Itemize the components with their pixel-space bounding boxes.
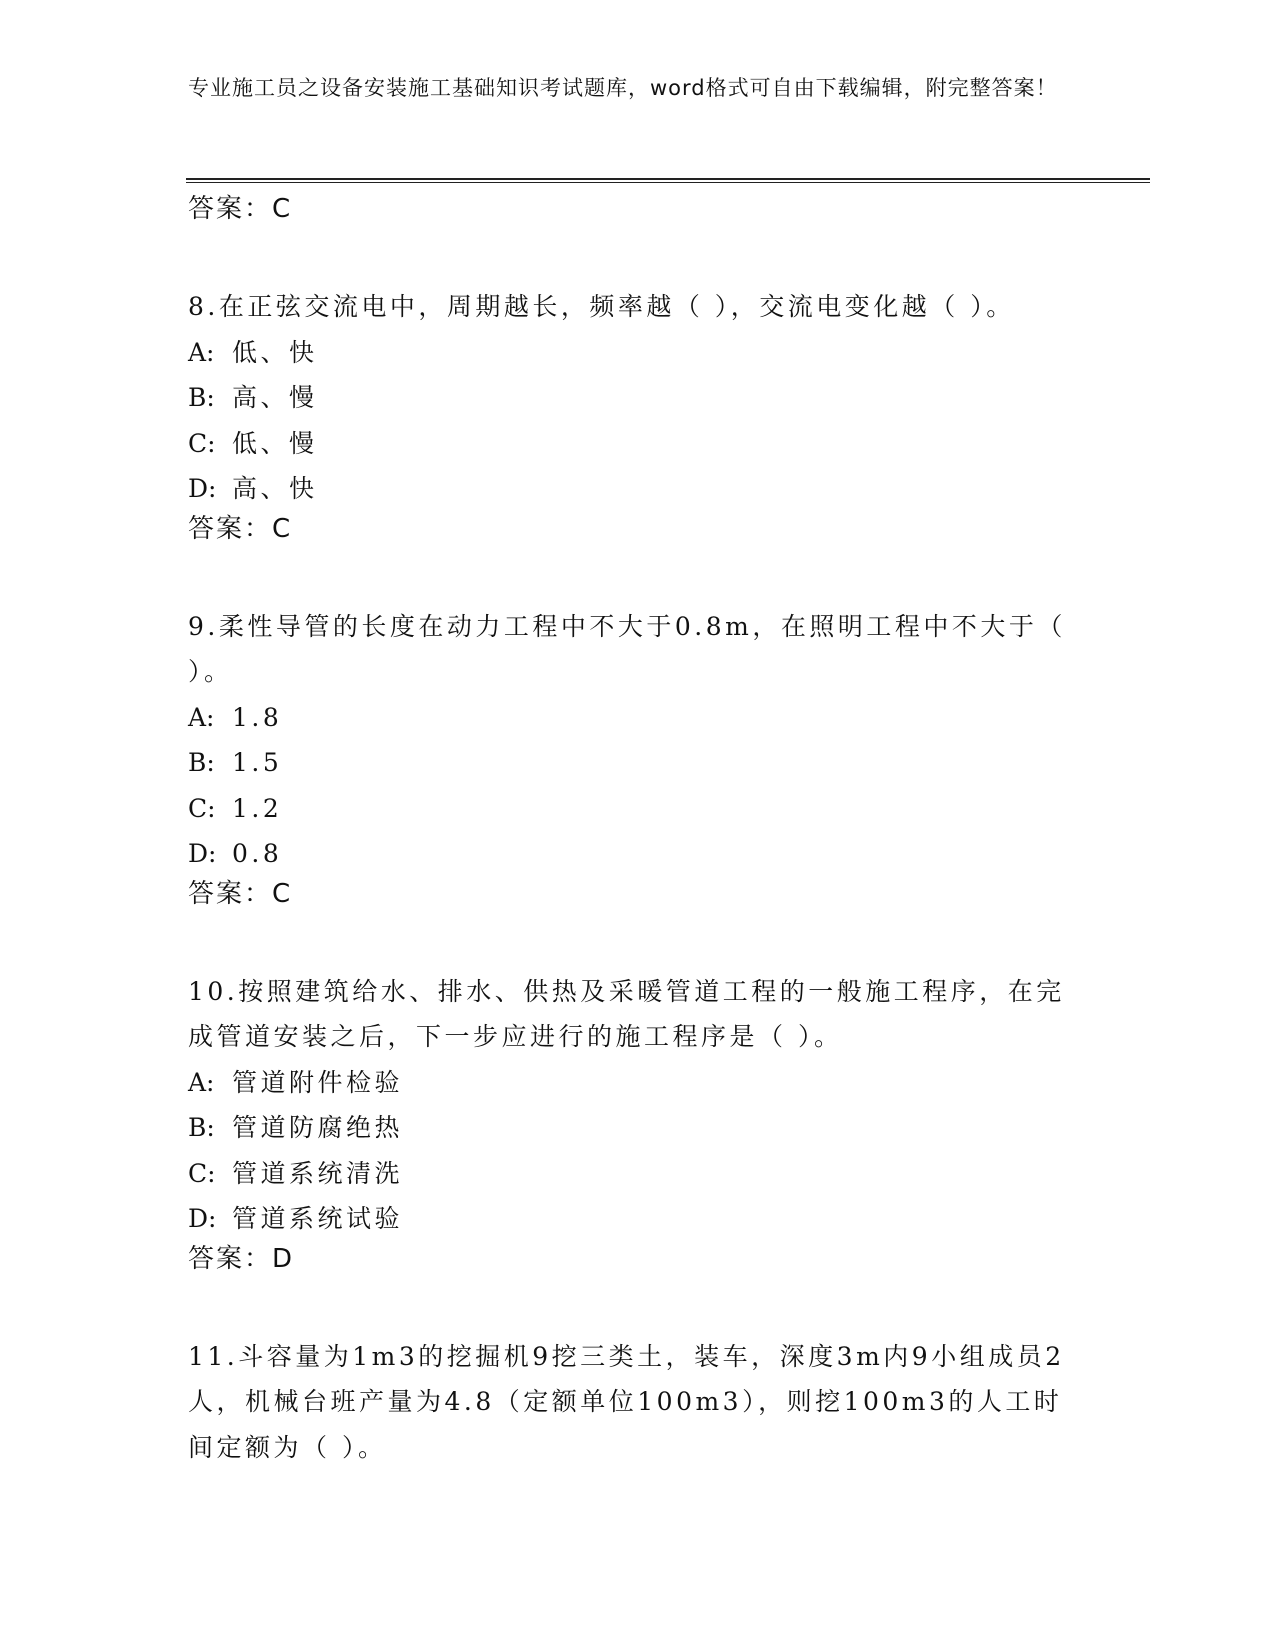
option-letter: B: — [188, 1113, 215, 1142]
option-text: 管道系统清洗 — [232, 1158, 404, 1188]
option-letter: C: — [188, 1158, 216, 1188]
question-text: 11.斗容量为1m3的挖掘机9挖三类土，装车，深度3m内9小组成员2人，机械台班产量为4.8（定额单位100m3），则挖100m3的人工时间定额为（ ）。 — [188, 1341, 1065, 1462]
option-letter: D: — [188, 839, 217, 868]
option-text: 低、慢 — [232, 428, 318, 458]
option-text: 管道防腐绝热 — [232, 1113, 404, 1142]
answer-line — [188, 877, 1088, 911]
option-d — [188, 1196, 1088, 1242]
option-d — [188, 466, 1088, 512]
option-b — [188, 375, 1088, 421]
answer-value: C — [272, 194, 291, 224]
option-c — [188, 421, 1088, 467]
question-text: 9.柔性导管的长度在动力工程中不大于0.8m，在照明工程中不大于（ ）。 — [188, 611, 1066, 686]
option-letter: C: — [188, 428, 216, 458]
option-letter: A: — [188, 1067, 215, 1097]
option-text: 1.5 — [232, 748, 283, 777]
option-a — [188, 330, 1088, 376]
option-text: 1.8 — [232, 702, 283, 732]
answer-label: 答案： — [188, 878, 273, 909]
option-letter: B: — [188, 383, 215, 412]
option-text: 管道附件检验 — [232, 1067, 404, 1097]
answer-value: C — [272, 513, 291, 544]
answer-line — [188, 1242, 1088, 1276]
option-text: 高、慢 — [232, 383, 318, 412]
answer-line — [188, 512, 1088, 546]
question-block — [188, 284, 1088, 546]
header-divider — [186, 178, 1150, 180]
option-letter: D: — [188, 1204, 217, 1233]
option-letter: D: — [188, 474, 217, 503]
option-letter: B: — [188, 748, 215, 777]
option-a — [188, 695, 1088, 741]
answer-label: 答案： — [188, 513, 273, 544]
page-header: 专业施工员之设备安装施工基础知识考试题库，word格式可自由下载编辑，附完整答案！ — [188, 76, 1058, 100]
option-c — [188, 1151, 1088, 1197]
option-letter: C: — [188, 793, 216, 823]
option-c — [188, 786, 1088, 832]
question-block — [188, 604, 1088, 911]
option-d — [188, 831, 1088, 877]
answer-label: 答案： — [188, 1243, 273, 1274]
option-text: 低、快 — [232, 337, 318, 367]
document-body — [188, 192, 1088, 1470]
question-block — [188, 1334, 1088, 1471]
question-text: 8.在正弦交流电中，周期越长，频率越（ ），交流电变化越（ ）。 — [188, 292, 1015, 321]
question-block — [188, 969, 1088, 1276]
answer-line — [188, 192, 1088, 226]
answer-value: D — [272, 1243, 293, 1274]
option-text: 管道系统试验 — [232, 1204, 404, 1233]
header-divider-thin — [186, 182, 1150, 183]
option-text: 高、快 — [232, 474, 318, 503]
option-a — [188, 1060, 1088, 1106]
option-letter: A: — [188, 337, 215, 367]
option-b — [188, 1105, 1088, 1151]
answer-label: 答案： — [188, 194, 273, 224]
option-letter: A: — [188, 702, 215, 732]
question-text: 10.按照建筑给水、排水、供热及采暖管道工程的一般施工程序，在完成管道安装之后，下一步应进行的施工程序是（ ）。 — [188, 976, 1065, 1051]
option-text: 0.8 — [232, 839, 283, 868]
option-b — [188, 740, 1088, 786]
option-text: 1.2 — [232, 793, 283, 823]
answer-value: C — [272, 878, 291, 909]
